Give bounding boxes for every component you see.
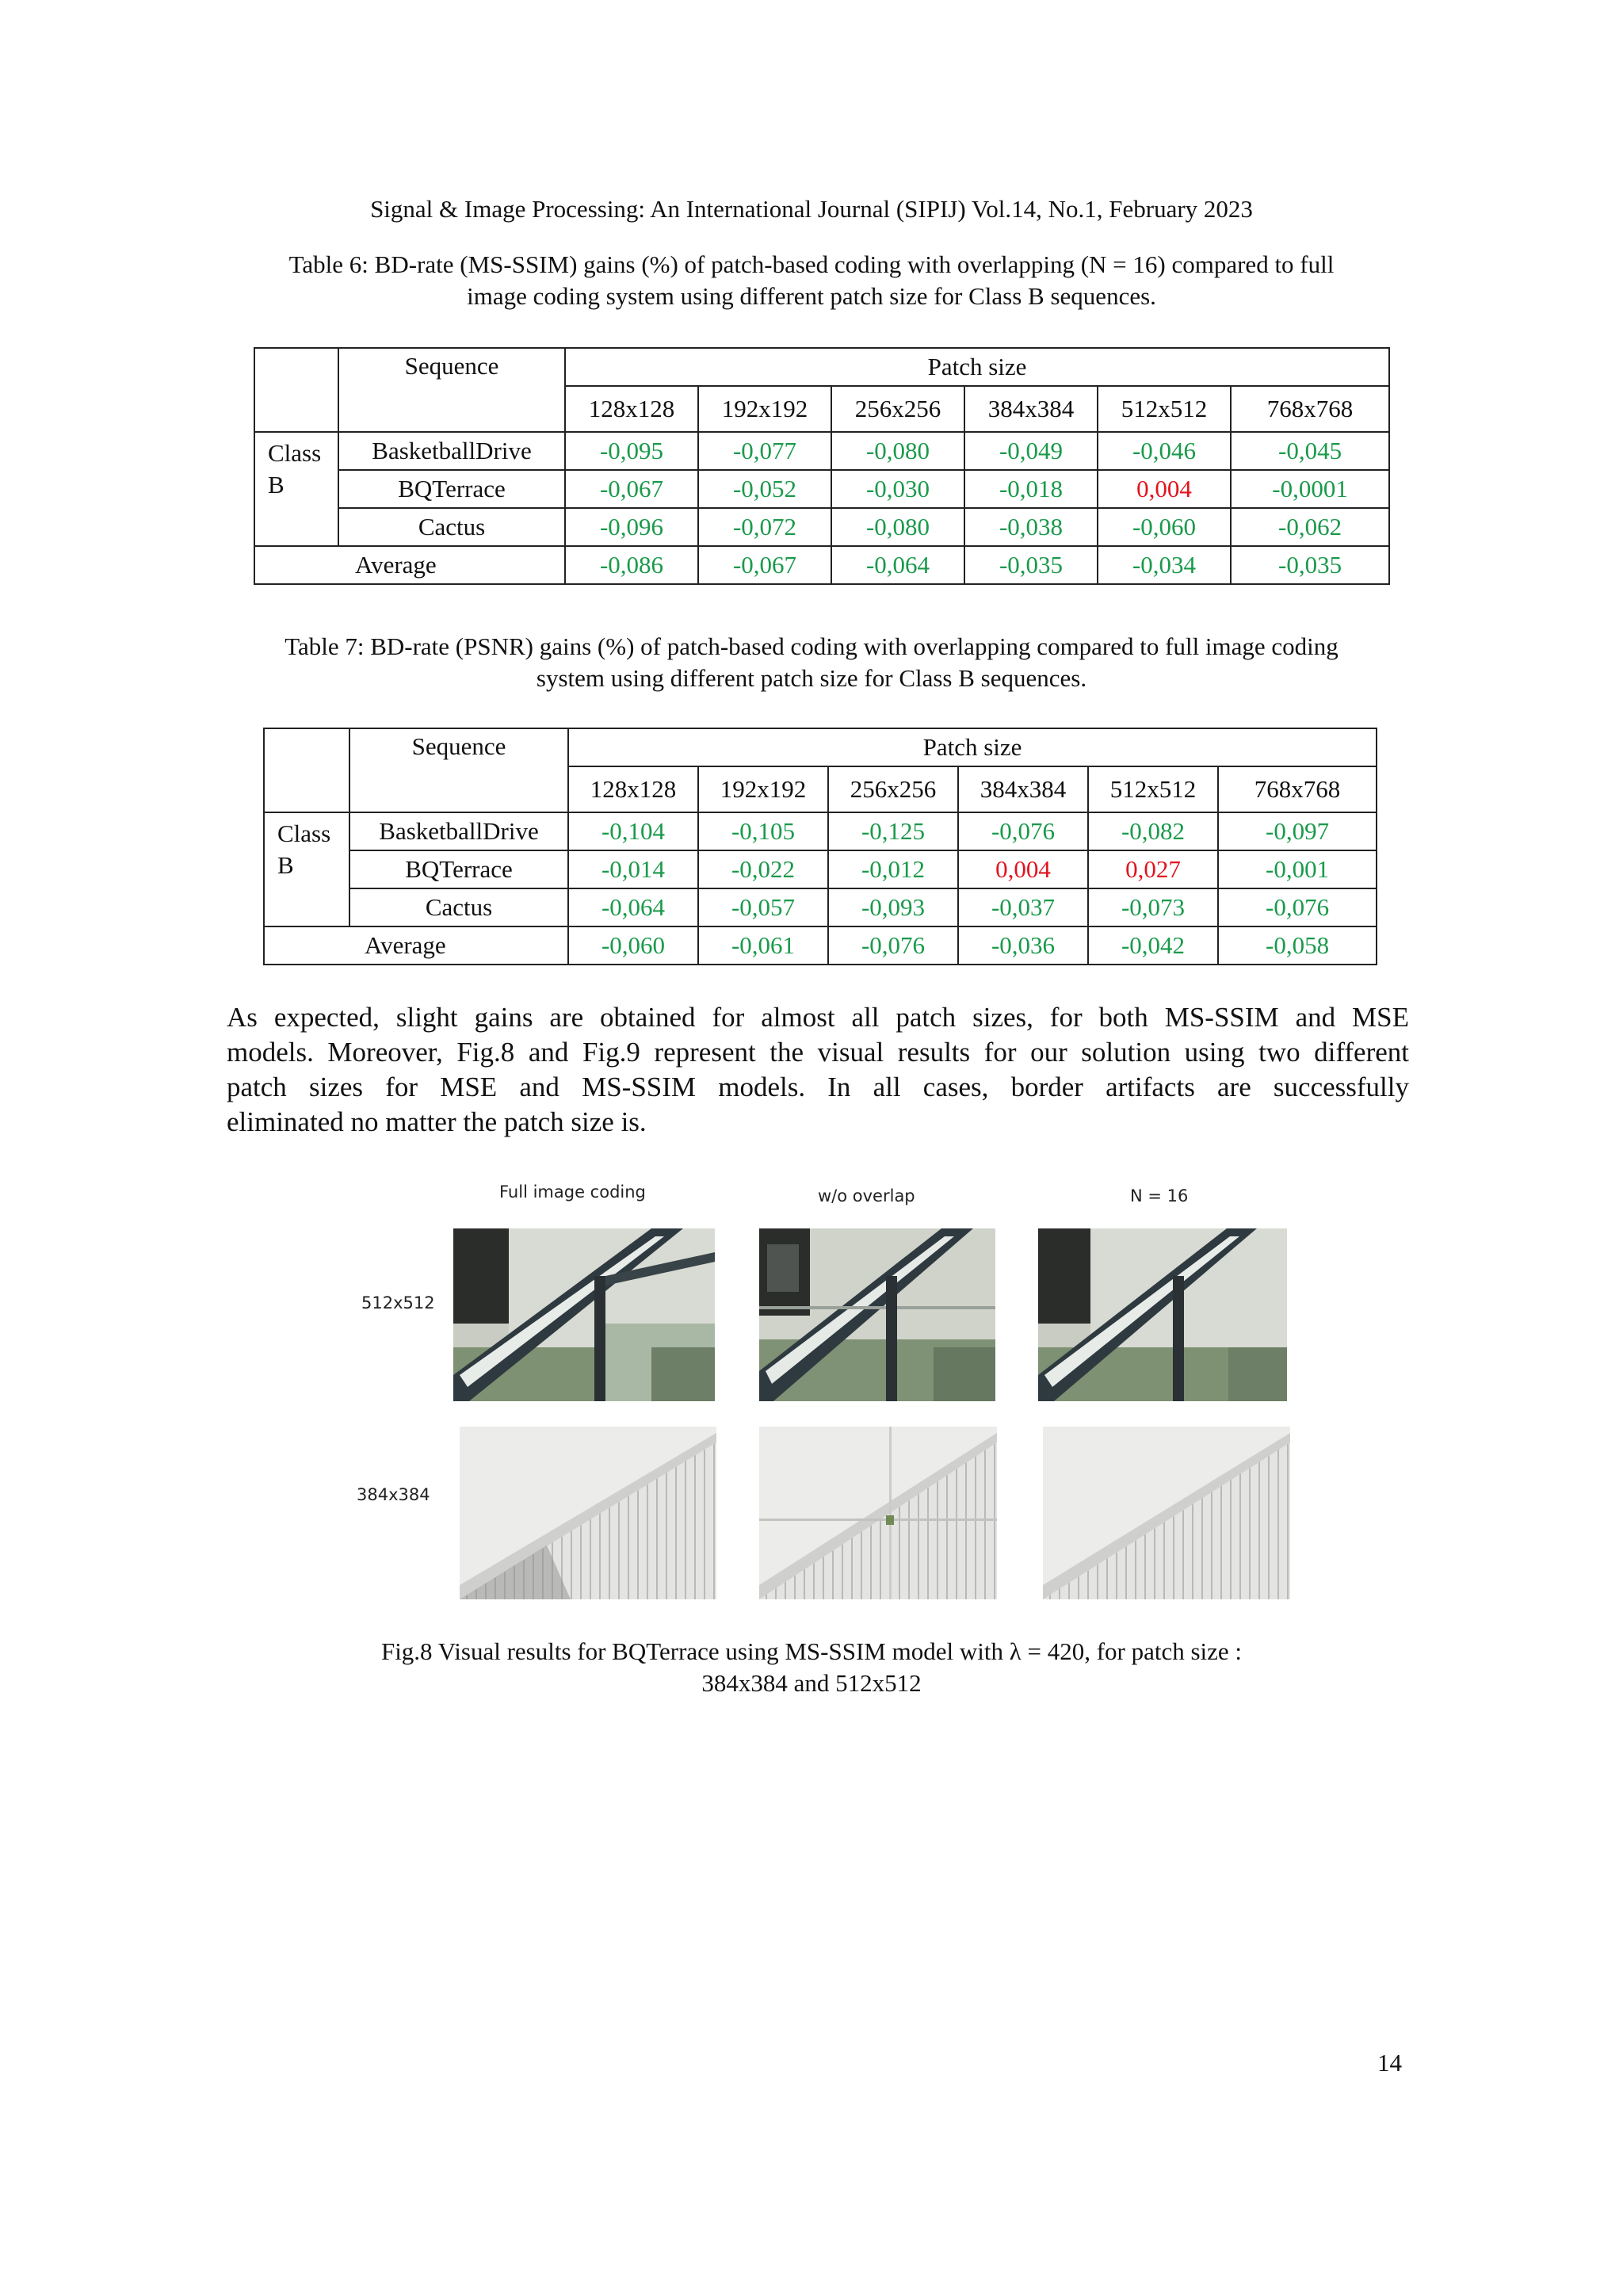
table7-patch-header: Patch size xyxy=(568,728,1377,766)
table7-size: 256x256 xyxy=(828,766,958,812)
table6-cell: -0,067 xyxy=(565,470,698,508)
paragraph-line: As expected, slight gains are obtained for almost all patch sizes, for both MS-SSIM and MSE xyxy=(227,1002,1409,1033)
table6-average-cell: -0,035 xyxy=(1231,546,1389,584)
table7-cell: -0,064 xyxy=(568,888,698,926)
table6-class-cell: Class B xyxy=(254,432,338,546)
figure-column-title-n16: N = 16 xyxy=(1130,1186,1189,1205)
table7-cell: -0,097 xyxy=(1218,812,1377,850)
table6-average-row xyxy=(254,546,1389,584)
figure-caption-line2: 384x384 and 512x512 xyxy=(701,1669,922,1697)
table6-average-cell: -0,067 xyxy=(698,546,831,584)
body-paragraph xyxy=(227,1000,1409,1140)
table7-cell: -0,037 xyxy=(958,888,1088,926)
table6-cell: -0,080 xyxy=(831,432,964,470)
table6-size: 768x768 xyxy=(1231,386,1389,432)
figure-image-512-full xyxy=(453,1228,715,1401)
table7-cell: -0,093 xyxy=(828,888,958,926)
table6-corner xyxy=(254,348,338,432)
table6-cell: -0,046 xyxy=(1098,432,1231,470)
table7-size: 128x128 xyxy=(568,766,698,812)
table7-caption-line1: Table 7: BD-rate (PSNR) gains (%) of patch-based coding with overlapping compared to full image coding xyxy=(285,632,1338,660)
table-row xyxy=(264,850,1377,888)
table6-size: 384x384 xyxy=(964,386,1098,432)
table6-cell: -0,018 xyxy=(964,470,1098,508)
table7-caption-line2: system using different patch size for Class B sequences. xyxy=(536,664,1087,692)
table6-cell: -0,052 xyxy=(698,470,831,508)
table7-cell: -0,104 xyxy=(568,812,698,850)
table7-average-label: Average xyxy=(264,926,568,965)
table6-size: 192x192 xyxy=(698,386,831,432)
table7-cell: -0,022 xyxy=(698,850,828,888)
table7-average-cell: -0,061 xyxy=(698,926,828,965)
figure-image-512-no-overlap xyxy=(759,1228,995,1401)
table7-size: 384x384 xyxy=(958,766,1088,812)
table6-header-row xyxy=(254,348,1389,386)
table7-cell: -0,012 xyxy=(828,850,958,888)
table6-sequence-name: Cactus xyxy=(338,508,565,546)
table6-cell: 0,004 xyxy=(1098,470,1231,508)
page-number: 14 xyxy=(1377,2049,1402,2076)
table6-sequence-name: BasketballDrive xyxy=(338,432,565,470)
table6-cell: -0,0001 xyxy=(1231,470,1389,508)
table7-cell: -0,014 xyxy=(568,850,698,888)
paragraph-line: eliminated no matter the patch size is. xyxy=(227,1106,647,1137)
table7-cell: -0,001 xyxy=(1218,850,1377,888)
table6-sequence-header: Sequence xyxy=(338,348,565,432)
table7-cell: -0,125 xyxy=(828,812,958,850)
table6-cell: -0,049 xyxy=(964,432,1098,470)
table7-cell: -0,076 xyxy=(1218,888,1377,926)
figure-row-label-384: 384x384 xyxy=(357,1485,430,1504)
table6-size: 512x512 xyxy=(1098,386,1231,432)
table7-sequence-name: Cactus xyxy=(349,888,568,926)
table6-average-cell: -0,034 xyxy=(1098,546,1231,584)
table6-average-cell: -0,086 xyxy=(565,546,698,584)
table7-corner xyxy=(264,728,349,812)
table7-sequence-header: Sequence xyxy=(349,728,568,812)
table7-size: 512x512 xyxy=(1088,766,1218,812)
table7-cell: -0,082 xyxy=(1088,812,1218,850)
table6-cell: -0,038 xyxy=(964,508,1098,546)
figure-column-title-full: Full image coding xyxy=(499,1182,646,1201)
figure-caption-line1: Fig.8 Visual results for BQTerrace using MS-SSIM model with λ = 420, for patch size : xyxy=(380,1637,1243,1665)
table7-cell: -0,105 xyxy=(698,812,828,850)
table7-average-row xyxy=(264,926,1377,965)
table-row xyxy=(254,508,1389,546)
table-row xyxy=(254,470,1389,508)
table-row xyxy=(264,888,1377,926)
table6-cell: -0,080 xyxy=(831,508,964,546)
running-header: Signal & Image Processing: An International Journal (SIPIJ) Vol.14, No.1, February 2023 xyxy=(370,195,1253,223)
table6-size: 128x128 xyxy=(565,386,698,432)
table6-cell: -0,095 xyxy=(565,432,698,470)
table-row xyxy=(264,812,1377,850)
table7-header-row xyxy=(264,728,1377,766)
table6-cell: -0,062 xyxy=(1231,508,1389,546)
table7-average-cell: -0,076 xyxy=(828,926,958,965)
table6 xyxy=(254,347,1390,585)
table-row xyxy=(254,432,1389,470)
table6-caption-line2: image coding system using different patch size for Class B sequences. xyxy=(467,282,1156,310)
table7-cell: 0,027 xyxy=(1088,850,1218,888)
table7-cell: -0,057 xyxy=(698,888,828,926)
table7-size: 192x192 xyxy=(698,766,828,812)
table6-size: 256x256 xyxy=(831,386,964,432)
table7-sequence-name: BasketballDrive xyxy=(349,812,568,850)
table7-cell: -0,073 xyxy=(1088,888,1218,926)
paragraph-line: patch sizes for MSE and MS-SSIM models. In all cases, border artifacts are successfully xyxy=(227,1072,1409,1102)
table6-average-cell: -0,035 xyxy=(964,546,1098,584)
figure-image-512-n16 xyxy=(1038,1228,1287,1401)
table7-sequence-name: BQTerrace xyxy=(349,850,568,888)
table7-cell: 0,004 xyxy=(958,850,1088,888)
paragraph-line: models. Moreover, Fig.8 and Fig.9 represent the visual results for our solution using two different xyxy=(227,1037,1409,1068)
table6-cell: -0,077 xyxy=(698,432,831,470)
table6-sequence-name: BQTerrace xyxy=(338,470,565,508)
figure-image-384-n16 xyxy=(1043,1427,1290,1599)
table6-cell: -0,060 xyxy=(1098,508,1231,546)
table7-average-cell: -0,042 xyxy=(1088,926,1218,965)
figure-image-384-no-overlap xyxy=(759,1427,997,1599)
table6-cell: -0,045 xyxy=(1231,432,1389,470)
figure-image-384-full xyxy=(460,1427,716,1599)
table6-cell: -0,030 xyxy=(831,470,964,508)
table6-cell: -0,072 xyxy=(698,508,831,546)
table7-class-cell: Class B xyxy=(264,812,349,926)
table7-average-cell: -0,036 xyxy=(958,926,1088,965)
table7-average-cell: -0,058 xyxy=(1218,926,1377,965)
table7 xyxy=(263,728,1377,965)
table7-size: 768x768 xyxy=(1218,766,1377,812)
table6-average-label: Average xyxy=(254,546,565,584)
table6-caption-line1: Table 6: BD-rate (MS-SSIM) gains (%) of patch-based coding with overlapping (N = 16) compared to full xyxy=(288,250,1335,278)
table7-cell: -0,076 xyxy=(958,812,1088,850)
figure-column-title-no-overlap: w/o overlap xyxy=(818,1186,915,1205)
table6-cell: -0,096 xyxy=(565,508,698,546)
table6-average-cell: -0,064 xyxy=(831,546,964,584)
table6-patch-header: Patch size xyxy=(565,348,1389,386)
table7-average-cell: -0,060 xyxy=(568,926,698,965)
figure-row-label-512: 512x512 xyxy=(361,1293,435,1312)
